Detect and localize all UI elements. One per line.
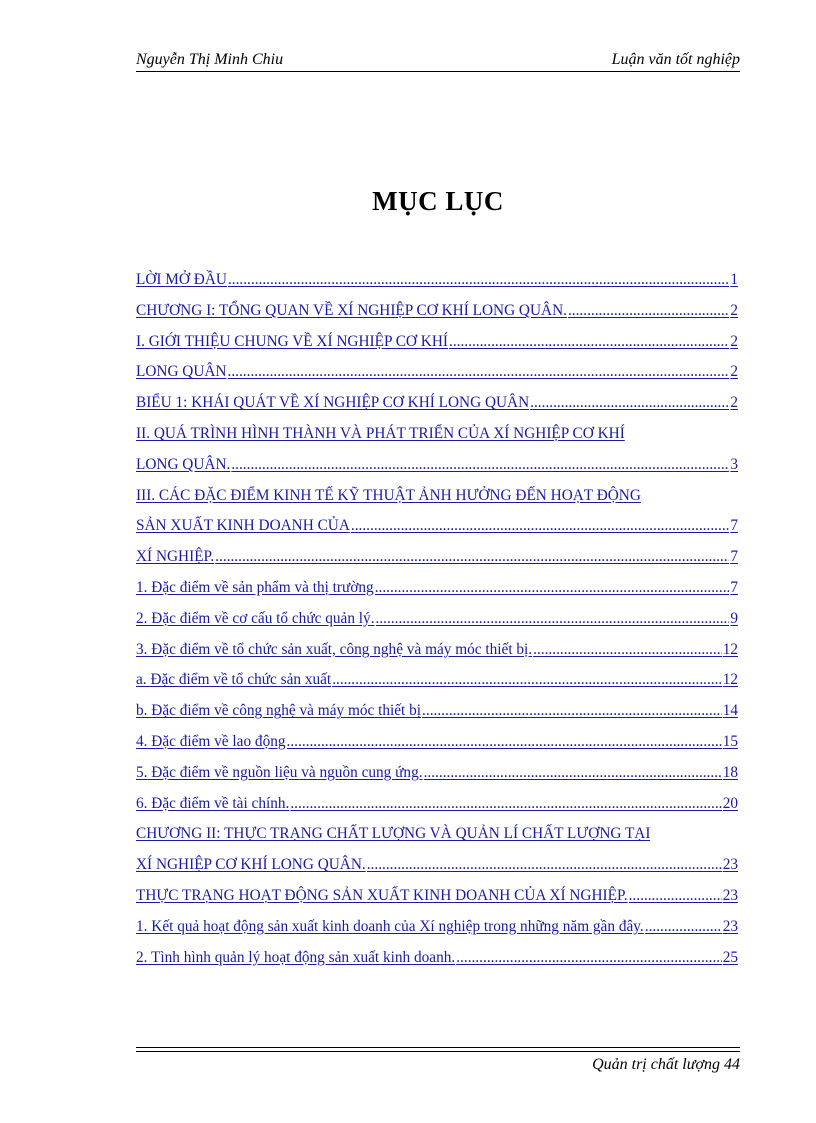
toc-entry-link[interactable] <box>136 578 738 598</box>
toc-leader-dots <box>629 886 722 906</box>
toc-entry[interactable] <box>136 917 738 948</box>
toc-entry-text: 2. Tình hình quản lý hoạt động sản xuất kinh doanh. <box>136 948 456 966</box>
toc-entry-text: XÍ NGHIỆP CƠ KHÍ LONG QUÂN. <box>136 856 366 874</box>
toc-entry-link[interactable] <box>136 948 738 968</box>
toc-page-number: 25 <box>722 948 738 966</box>
toc-entry[interactable] <box>136 886 738 917</box>
toc-entry[interactable] <box>136 301 738 332</box>
toc-entry-link[interactable] <box>136 609 738 629</box>
header-author: Nguyễn Thị Minh Chiu <box>136 51 284 68</box>
toc-entry-link[interactable] <box>136 824 738 844</box>
page-title: MỤC LỤC <box>372 186 504 216</box>
toc-entry[interactable] <box>136 701 738 732</box>
toc-entry-text: b. Đặc điểm về công nghệ và máy móc thiết bị <box>136 702 422 720</box>
toc-page-number: 1 <box>730 271 738 288</box>
toc-entry-text: III. CÁC ĐẶC ĐIỂM KINH TẾ KỸ THUẬT ẢNH HƯỞNG ĐẾN HOẠT ĐỘNG <box>136 486 641 504</box>
table-of-contents <box>136 270 738 978</box>
toc-entry-link[interactable] <box>136 763 738 783</box>
toc-leader-dots <box>530 393 729 413</box>
toc-entry-text: 6. Đặc điểm về tài chính. <box>136 794 290 812</box>
toc-entry-text: BIỂU 1: KHÁI QUÁT VỀ XÍ NGHIỆP CƠ KHÍ LONG QUÂN <box>136 394 530 412</box>
toc-page-number: 7 <box>730 578 738 596</box>
toc-entry-link[interactable] <box>136 393 738 413</box>
toc-entry-link[interactable] <box>136 732 738 752</box>
toc-leader-dots <box>424 763 722 783</box>
toc-entry-text: CHƯƠNG I: TỔNG QUAN VỀ XÍ NGHIỆP CƠ KHÍ LONG QUÂN. <box>136 301 567 319</box>
toc-entry[interactable] <box>136 332 738 363</box>
toc-entry[interactable] <box>136 640 738 671</box>
toc-entry[interactable] <box>136 670 738 701</box>
toc-entry-text: CHƯƠNG II: THỰC TRẠNG CHẤT LƯỢNG VÀ QUẢN LÍ CHẤT LƯỢNG TẠI <box>136 825 651 843</box>
toc-entry-link[interactable] <box>136 547 738 567</box>
header-rule <box>136 71 740 72</box>
toc-entry-text: LONG QUÂN. <box>136 455 231 473</box>
toc-leader-dots <box>456 948 721 968</box>
toc-entry-link[interactable] <box>136 362 738 382</box>
toc-entry[interactable] <box>136 270 738 301</box>
toc-entry[interactable] <box>136 794 738 825</box>
toc-entry-link[interactable] <box>136 455 738 475</box>
toc-entry-link[interactable] <box>136 270 738 290</box>
toc-leader-dots <box>645 917 722 937</box>
toc-page-number: 12 <box>722 640 738 658</box>
toc-entry-text: a. Đặc điểm về tổ chức sản xuất <box>136 671 332 689</box>
toc-entry-text: 2. Đặc điểm về cơ cấu tổ chức quản lý. <box>136 609 375 627</box>
toc-entry-link[interactable] <box>136 701 738 721</box>
page-footer: Quản trị chất lượng 44 <box>592 1056 740 1073</box>
toc-entry[interactable] <box>136 393 738 424</box>
toc-entry-link[interactable] <box>136 794 738 814</box>
toc-page-number: 2 <box>730 301 738 319</box>
toc-entry-text: 1. Kết quả hoạt động sản xuất kinh doanh của Xí nghiệp trong những năm gần đây. <box>136 917 644 935</box>
toc-entry-link[interactable] <box>136 917 738 937</box>
header-doc-type: Luận văn tốt nghiệp <box>611 51 740 68</box>
toc-page-number: 23 <box>722 917 738 935</box>
footer-rule-top <box>136 1047 740 1048</box>
toc-entry[interactable] <box>136 547 738 578</box>
toc-entry[interactable] <box>136 578 738 609</box>
toc-page-number: 2 <box>730 394 738 412</box>
toc-entry-text: 3. Đặc điểm về tổ chức sản xuất, công nghệ và máy móc thiết bị. <box>136 640 533 658</box>
toc-entry[interactable] <box>136 855 738 886</box>
toc-page-number: 12 <box>722 671 738 689</box>
toc-leader-dots <box>376 609 730 629</box>
toc-leader-dots <box>568 301 729 321</box>
toc-entry-text: 4. Đặc điểm về lao động <box>136 732 286 750</box>
footer-rule-bottom <box>136 1051 740 1052</box>
toc-entry[interactable] <box>136 486 738 517</box>
toc-leader-dots <box>215 547 729 567</box>
page-header <box>136 50 740 72</box>
toc-entry-link[interactable] <box>136 516 738 536</box>
toc-page-number: 23 <box>722 886 738 904</box>
toc-entry-link[interactable] <box>136 640 738 660</box>
toc-entry-link[interactable] <box>136 855 738 875</box>
toc-entry[interactable] <box>136 609 738 640</box>
toc-entry-text: II. QUÁ TRÌNH HÌNH THÀNH VÀ PHÁT TRIỂN CỦA XÍ NGHIỆP CƠ KHÍ <box>136 424 625 442</box>
toc-page-number: 14 <box>722 702 738 720</box>
toc-entry-text: I. GIỚI THIỆU CHUNG VỀ XÍ NGHIỆP CƠ KHÍ <box>136 332 448 350</box>
toc-entry[interactable] <box>136 424 738 455</box>
toc-entry-text: LỜI MỞ ĐẦU <box>136 271 227 288</box>
toc-entry-link[interactable] <box>136 670 738 690</box>
toc-leader-dots <box>231 455 729 475</box>
toc-entry[interactable] <box>136 763 738 794</box>
toc-entry-text: 5. Đặc điểm về nguồn liệu và nguồn cung ứng. <box>136 763 423 781</box>
toc-entry-text: 1. Đặc điểm về sản phẩm và thị trường <box>136 578 374 596</box>
toc-entry-link[interactable] <box>136 424 738 444</box>
toc-entry-text: THỰC TRẠNG HOẠT ĐỘNG SẢN XUẤT KINH DOANH CỦA XÍ NGHIỆP. <box>136 886 628 904</box>
toc-entry[interactable] <box>136 732 738 763</box>
toc-leader-dots <box>287 732 722 752</box>
toc-leader-dots <box>449 332 729 352</box>
toc-page-number: 3 <box>730 455 738 473</box>
toc-leader-dots <box>367 855 722 875</box>
toc-leader-dots <box>533 640 722 660</box>
toc-entry-link[interactable] <box>136 301 738 321</box>
toc-page-number: 23 <box>722 856 738 874</box>
toc-entry[interactable] <box>136 455 738 486</box>
toc-page-number: 18 <box>722 763 738 781</box>
toc-entry[interactable] <box>136 824 738 855</box>
toc-leader-dots <box>332 670 722 690</box>
toc-entry[interactable] <box>136 362 738 393</box>
toc-leader-dots <box>375 578 730 598</box>
toc-entry-link[interactable] <box>136 332 738 352</box>
toc-page-number: 7 <box>730 548 738 566</box>
toc-page-number: 15 <box>722 732 738 750</box>
toc-page-number: 9 <box>730 609 738 627</box>
toc-entry-link[interactable] <box>136 886 738 906</box>
toc-entry-text: XÍ NGHIỆP. <box>136 548 215 566</box>
toc-page-number: 20 <box>722 794 738 812</box>
toc-page-number: 2 <box>730 363 738 381</box>
toc-leader-dots <box>290 794 721 814</box>
toc-entry-text: SẢN XUẤT KINH DOANH CỦA <box>136 517 350 535</box>
toc-leader-dots <box>351 516 729 536</box>
toc-entry[interactable] <box>136 948 738 979</box>
toc-entry-text: LONG QUÂN <box>136 363 227 381</box>
toc-entry[interactable] <box>136 516 738 547</box>
toc-leader-dots <box>228 270 729 290</box>
toc-leader-dots <box>422 701 722 721</box>
toc-page-number: 7 <box>730 517 738 535</box>
toc-leader-dots <box>228 362 730 382</box>
toc-page-number: 2 <box>730 332 738 350</box>
toc-entry-link[interactable] <box>136 486 738 506</box>
